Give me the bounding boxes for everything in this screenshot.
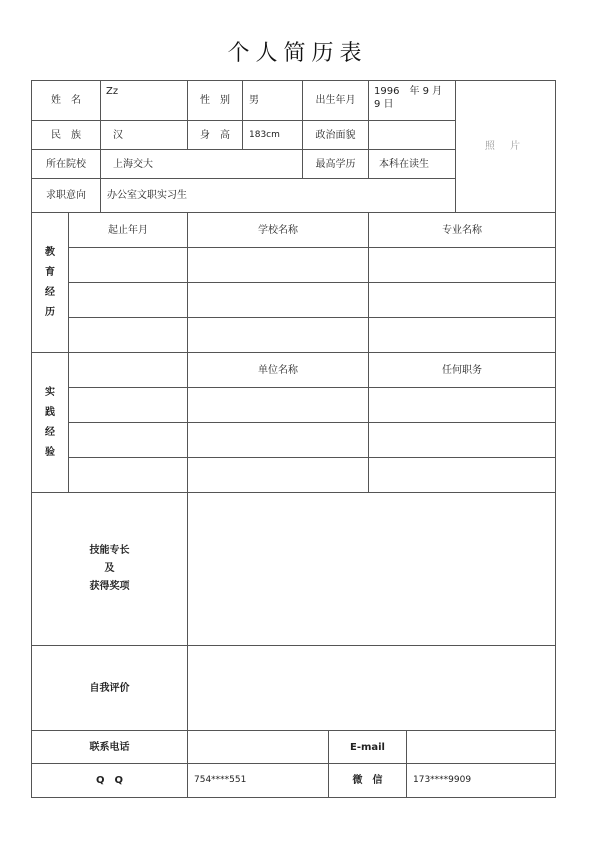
- gender-label: 性 别: [187, 80, 243, 121]
- wechat-value[interactable]: 173****9909: [406, 763, 556, 798]
- school-label: 所在院校: [31, 149, 101, 179]
- gender-value[interactable]: 男: [242, 80, 303, 121]
- self-eval-value[interactable]: [187, 645, 556, 731]
- practice-row-3-dates[interactable]: [68, 457, 188, 493]
- email-value[interactable]: [406, 730, 556, 764]
- practice-row-3-role[interactable]: [368, 457, 556, 493]
- edu-row-3-major[interactable]: [368, 317, 556, 353]
- practice-section-label: 实 践 经 验: [31, 352, 69, 493]
- edu-row-2-dates[interactable]: [68, 282, 188, 318]
- edu-header-dates: 起止年月: [68, 212, 188, 248]
- job-intent-label: 求职意向: [31, 178, 101, 213]
- page-title: 个人简历表: [227, 41, 368, 66]
- email-label: E-mail: [328, 730, 407, 764]
- politics-value[interactable]: [368, 120, 456, 150]
- photo-box[interactable]: 照 片: [455, 80, 556, 213]
- birth-label: 出生年月: [302, 80, 369, 121]
- skills-label: 技能专长 及 获得奖项: [31, 492, 188, 646]
- school-value[interactable]: 上海交大: [100, 149, 303, 179]
- skills-value[interactable]: [187, 492, 556, 646]
- edu-header-school: 学校名称: [187, 212, 369, 248]
- degree-value[interactable]: 本科在读生: [368, 149, 456, 179]
- wechat-label: 微 信: [328, 763, 407, 798]
- edu-header-major: 专业名称: [368, 212, 556, 248]
- name-value[interactable]: Zz: [100, 80, 188, 121]
- birth-value[interactable]: 1996 年 9 月 9 日: [368, 80, 456, 121]
- practice-row-1-dates[interactable]: [68, 387, 188, 423]
- qq-value[interactable]: 754****551: [187, 763, 329, 798]
- height-value[interactable]: 183cm: [242, 120, 303, 150]
- phone-label: 联系电话: [31, 730, 188, 764]
- education-section-label: 教 育 经 历: [31, 212, 69, 353]
- phone-value[interactable]: [187, 730, 329, 764]
- degree-label: 最高学历: [302, 149, 369, 179]
- job-intent-value[interactable]: 办公室文职实习生: [100, 178, 456, 213]
- edu-row-2-major[interactable]: [368, 282, 556, 318]
- practice-header-dates: [68, 352, 188, 388]
- edu-row-3-dates[interactable]: [68, 317, 188, 353]
- practice-row-1-role[interactable]: [368, 387, 556, 423]
- practice-row-2-role[interactable]: [368, 422, 556, 458]
- politics-label: 政治面貌: [302, 120, 369, 150]
- qq-label: Q Q: [31, 763, 188, 798]
- practice-header-org: 单位名称: [187, 352, 369, 388]
- height-label: 身 高: [187, 120, 243, 150]
- practice-row-2-org[interactable]: [187, 422, 369, 458]
- edu-row-1-major[interactable]: [368, 247, 556, 283]
- edu-row-1-dates[interactable]: [68, 247, 188, 283]
- practice-header-role: 任何职务: [368, 352, 556, 388]
- ethnicity-value[interactable]: 汉: [100, 120, 188, 150]
- self-eval-label: 自我评价: [31, 645, 188, 731]
- practice-row-3-org[interactable]: [187, 457, 369, 493]
- practice-row-2-dates[interactable]: [68, 422, 188, 458]
- edu-row-3-school[interactable]: [187, 317, 369, 353]
- ethnicity-label: 民 族: [31, 120, 101, 150]
- name-label: 姓 名: [31, 80, 101, 121]
- practice-row-1-org[interactable]: [187, 387, 369, 423]
- edu-row-2-school[interactable]: [187, 282, 369, 318]
- edu-row-1-school[interactable]: [187, 247, 369, 283]
